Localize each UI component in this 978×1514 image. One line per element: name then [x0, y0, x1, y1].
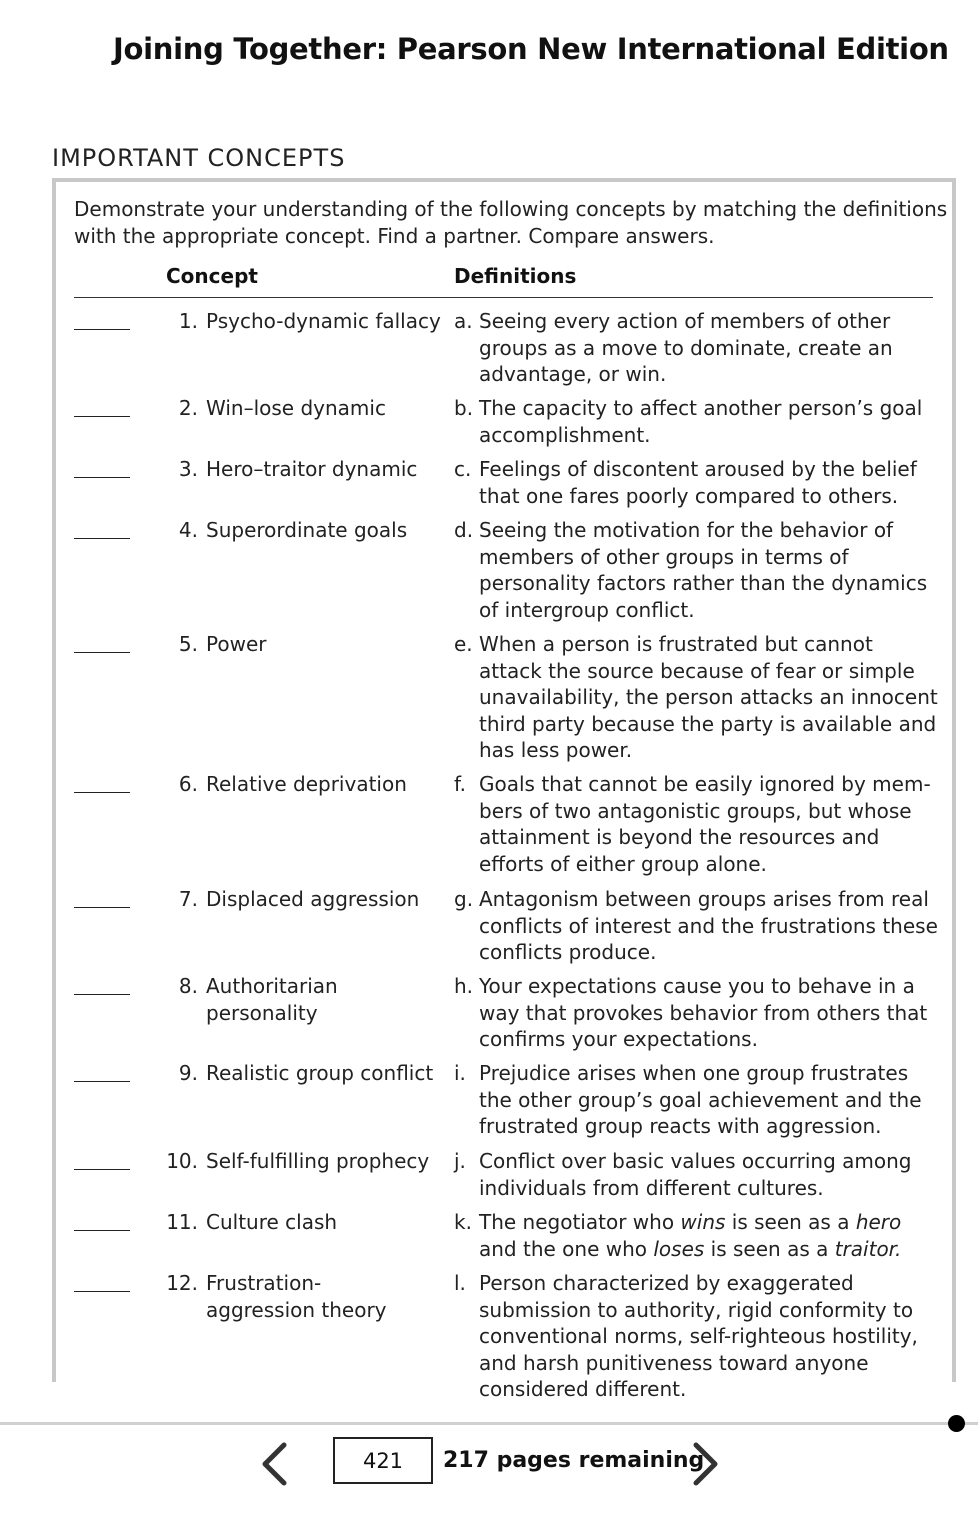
book-title: Joining Together: Pearson New International Edition: [113, 32, 949, 66]
definition-text-part: The negotiator who: [479, 1210, 681, 1234]
definition-emphasis: traitor.: [834, 1236, 902, 1261]
definition-letter: e.: [454, 632, 473, 656]
definition-text: When a person is frustrated but cannot attack the source because of fear or simple unavailability, the person attacks an innocent third party because the party is available and has less power.: [479, 632, 938, 762]
concept-term: Authoritarian personality: [206, 974, 338, 1025]
concept-term: Superordinate goals: [206, 518, 408, 542]
definition-letter: l.: [454, 1271, 466, 1295]
concept-number: 3.: [178, 457, 198, 481]
definition-letter: b.: [454, 396, 474, 420]
page-number-input[interactable]: 421: [333, 1437, 433, 1484]
definition-emphasis: loses: [653, 1236, 705, 1261]
concept-number: 8.: [178, 974, 198, 998]
pages-remaining-label: 217 pages remaining: [443, 1448, 705, 1473]
definition-text: Person characterized by exaggerated submission to authority, rigid conformity to conventional norms, self-righteous hostility, and harsh punitiveness toward anyone considered different.: [479, 1271, 918, 1401]
concept-number: 7.: [178, 887, 198, 911]
concept-term: Frustration- aggression theory: [206, 1271, 387, 1322]
concept-term: Realistic group conflict: [206, 1061, 434, 1085]
answer-blank[interactable]: [74, 994, 130, 995]
answer-blank[interactable]: [74, 538, 130, 539]
concept-term: Displaced aggression: [206, 887, 420, 911]
answer-blank[interactable]: [74, 907, 130, 908]
progress-track[interactable]: [0, 1422, 978, 1425]
exercise-instructions: Demonstrate your understanding of the following concepts by matching the definitions with the appropriate concept. Find a partner. Compare answers.: [74, 197, 948, 248]
definition-letter: h.: [454, 974, 474, 998]
section-heading: IMPORTANT CONCEPTS: [52, 144, 346, 172]
concept-number: 9.: [178, 1061, 198, 1085]
definition-letter: c.: [454, 457, 472, 481]
concept-term: Relative deprivation: [206, 772, 407, 796]
concept-number: 11.: [166, 1210, 198, 1234]
concept-number: 10.: [166, 1149, 198, 1173]
definition-text: Your expectations cause you to behave in a way that provokes behavior from others that confirms your expectations.: [479, 974, 928, 1051]
concept-term: Culture clash: [206, 1210, 338, 1234]
concept-number: 1.: [178, 309, 198, 333]
definition-text: The capacity to affect another person’s goal accomplishment.: [479, 396, 923, 447]
answer-blank[interactable]: [74, 1291, 130, 1292]
definition-letter: a.: [454, 309, 473, 333]
box-border-right: [952, 178, 956, 1382]
concept-number: 5.: [178, 632, 198, 656]
concept-number: 6.: [178, 772, 198, 796]
next-page-button[interactable]: [686, 1442, 726, 1486]
concept-number: 4.: [178, 518, 198, 542]
definition-text: [479, 1209, 939, 1262]
definition-letter: i.: [454, 1061, 466, 1085]
definitions-column-header: Definitions: [454, 264, 577, 288]
definition-text: Conflict over basic values occurring among individuals from different cultures.: [479, 1149, 912, 1200]
definition-letter: k.: [454, 1210, 472, 1234]
concept-number: 2.: [178, 396, 198, 420]
definition-text: Seeing every action of members of other groups as a move to dominate, create an advantage, or win.: [479, 309, 893, 386]
answer-blank[interactable]: [74, 1230, 130, 1231]
chevron-right-icon: [692, 1442, 720, 1486]
definition-letter: j.: [454, 1149, 466, 1173]
box-border-left: [52, 178, 56, 1382]
concept-term: Win–lose dynamic: [206, 396, 386, 420]
answer-blank[interactable]: [74, 477, 130, 478]
concept-term: Power: [206, 632, 267, 656]
answer-blank[interactable]: [74, 416, 130, 417]
definition-text: Prejudice arises when one group frustrates the other group’s goal achievement and the frustrated group reacts with aggression.: [479, 1061, 922, 1138]
header-divider: [74, 297, 933, 298]
definition-emphasis: wins: [680, 1210, 726, 1234]
concept-term: Self-fulfilling prophecy: [206, 1149, 430, 1173]
answer-blank[interactable]: [74, 792, 130, 793]
definition-text: Goals that cannot be easily ignored by members of two antagonistic groups, but whose attainment is beyond the resources and efforts of either group alone.: [479, 772, 931, 876]
answer-blank[interactable]: [74, 1081, 130, 1082]
box-border-top: [52, 178, 956, 182]
concept-term: Hero–traitor dynamic: [206, 457, 418, 481]
definition-text: Seeing the motivation for the behavior of members of other groups in terms of personality factors rather than the dynamics of intergroup conflict.: [479, 518, 928, 622]
definition-emphasis: hero: [855, 1210, 902, 1234]
definition-letter: d.: [454, 518, 474, 542]
definition-letter: f.: [454, 772, 466, 796]
previous-page-button[interactable]: [254, 1442, 294, 1486]
definition-text-part: and the one who: [479, 1236, 654, 1261]
concept-term: Psycho-dynamic fallacy: [206, 309, 441, 333]
definition-text-part: is seen as a: [725, 1210, 856, 1234]
definition-text-part: is seen as a: [704, 1236, 835, 1261]
definition-text: Feelings of discontent aroused by the belief that one fares poorly compared to others.: [479, 457, 917, 508]
chevron-left-icon: [260, 1442, 288, 1486]
answer-blank[interactable]: [74, 1169, 130, 1170]
answer-blank[interactable]: [74, 329, 130, 330]
definition-letter: g.: [454, 887, 474, 911]
answer-blank[interactable]: [74, 652, 130, 653]
definition-text: Antagonism between groups arises from real conflicts of interest and the frustrations these conflicts produce.: [479, 887, 938, 964]
concept-column-header: Concept: [166, 264, 258, 288]
concept-number: 12.: [166, 1271, 198, 1295]
progress-thumb[interactable]: [948, 1415, 965, 1432]
